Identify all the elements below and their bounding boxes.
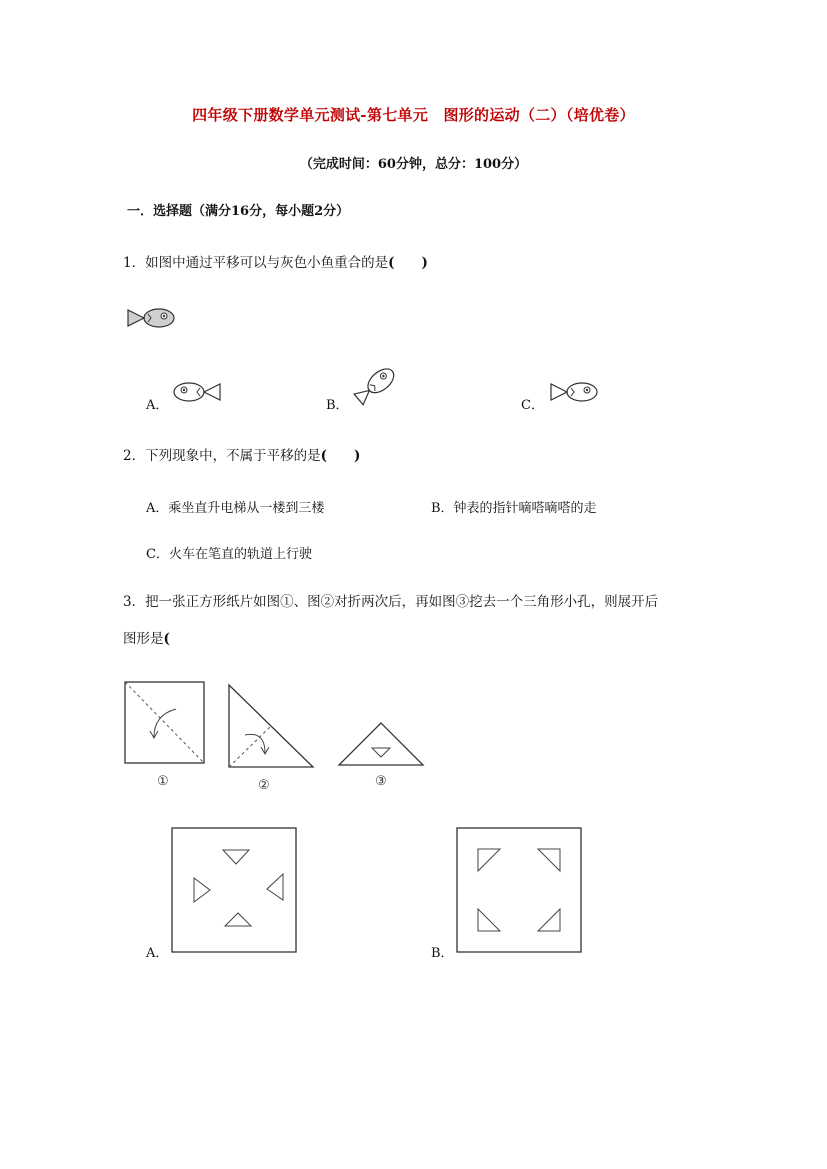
answer-figure-b[interactable] xyxy=(456,827,584,955)
q2-option-a[interactable]: A．乘坐直升电梯从一楼到三楼 xyxy=(146,501,325,516)
page-subtitle: （完成时间：60分钟，总分：100分） xyxy=(299,157,528,172)
question-1-text: 1．如图中通过平移可以与灰色小鱼重合的是 xyxy=(123,255,389,271)
question-1 xyxy=(123,251,428,271)
question-3-text: 图形是 xyxy=(123,631,164,647)
fish-right-icon[interactable] xyxy=(549,378,599,406)
fold-figure-2 xyxy=(227,683,317,769)
answer-figure-a[interactable] xyxy=(171,827,299,955)
question-3-line1: 3．把一张正方形纸片如图①、图②对折两次后，再如图③挖去一个三角形小孔，则展开后 xyxy=(123,594,659,610)
q2-option-c[interactable]: C．火车在笔直的轨道上行驶 xyxy=(146,547,312,562)
fig-label-3: ③ xyxy=(375,774,387,789)
q1-option-a[interactable]: A． xyxy=(146,398,169,413)
question-3-line2 xyxy=(123,627,170,647)
fish-left-icon[interactable] xyxy=(172,378,222,406)
q2-option-b[interactable]: B．钟表的指针嘀嗒嘀嗒的走 xyxy=(431,501,597,516)
answer-bracket[interactable]: ( ) xyxy=(388,255,428,271)
answer-bracket[interactable]: ( ) xyxy=(320,448,361,464)
q3-option-b[interactable]: B． xyxy=(431,946,454,961)
gray-fish-icon xyxy=(126,304,176,332)
question-2-text: 2．下列现象中，不属于平移的是 xyxy=(123,448,321,464)
fig-label-1: ① xyxy=(157,774,169,789)
q1-option-c[interactable]: C． xyxy=(521,398,544,413)
fig-label-2: ② xyxy=(258,778,270,793)
answer-bracket[interactable]: ( xyxy=(163,631,170,647)
section-heading: 一．选择题（满分16分，每小题2分） xyxy=(127,204,350,219)
q3-option-a[interactable]: A． xyxy=(146,946,169,961)
fold-figure-1 xyxy=(124,681,206,765)
fold-figure-3 xyxy=(337,721,425,767)
question-2 xyxy=(123,444,360,464)
fish-rotated-icon[interactable] xyxy=(352,364,402,404)
page-title: 四年级下册数学单元测试-第七单元 图形的运动（二）（培优卷） xyxy=(192,106,635,124)
q1-option-b[interactable]: B． xyxy=(326,398,349,413)
